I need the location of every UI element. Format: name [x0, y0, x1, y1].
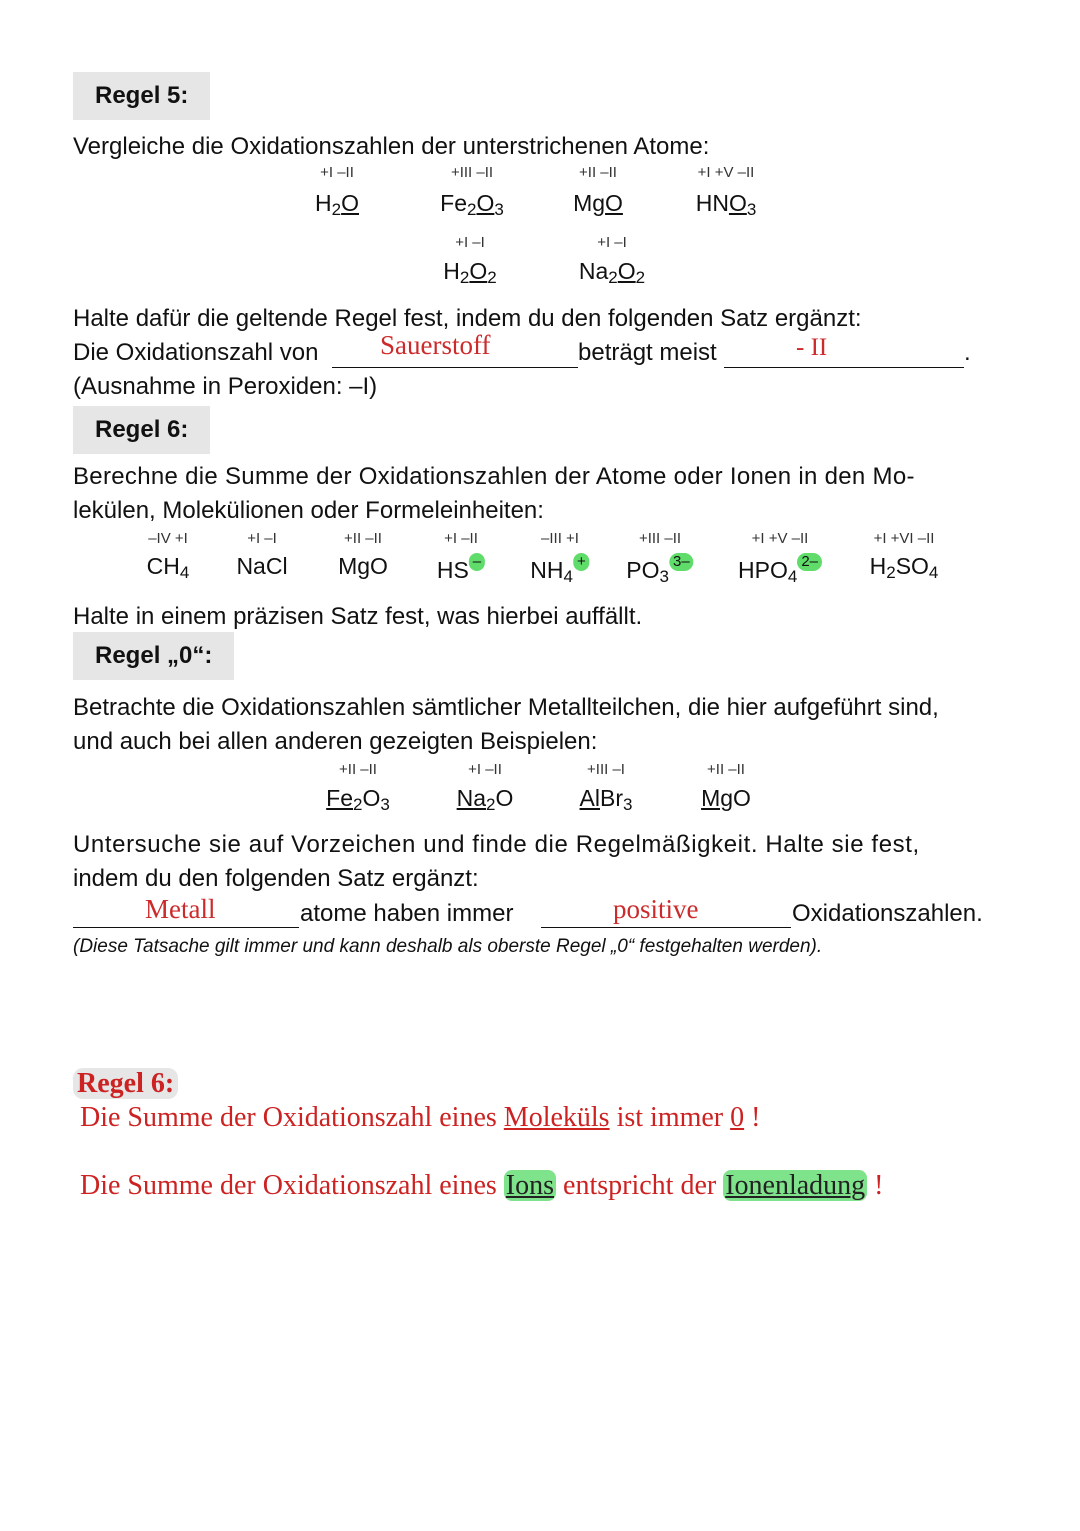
rule6-task: Halte in einem präzisen Satz fest, was hierbei auffällt.	[73, 603, 643, 630]
r5a-formula-2-underlined: O	[605, 190, 623, 216]
rule0-intro-1: Betrachte die Oxidationszahlen sämtlicher Metallteilchen, die hier aufgeführt sind,	[73, 694, 939, 721]
r5b-formula-1-post-sub: 2	[635, 268, 646, 287]
r0-formula-0-rest: O	[362, 785, 381, 811]
r6-formula-3	[437, 553, 485, 583]
r5a-formula-3	[695, 190, 757, 219]
r5b-formula-0-underlined: O	[469, 258, 488, 284]
r5b-oxnum-1: +I –I	[597, 234, 627, 251]
r0-oxnum-0: +II –II	[339, 761, 377, 778]
r0-formula-3	[701, 785, 751, 811]
r6-oxnum-3: +I –II	[444, 530, 478, 547]
rule0-blank-2[interactable]	[541, 927, 791, 928]
r5a-formula-1-underlined: O	[476, 190, 495, 216]
note-line-1-b: ist immer	[609, 1102, 731, 1133]
rule6-intro-2: lekülen, Molekülionen oder Formeleinheiten:	[73, 497, 544, 524]
r6-formula-4	[530, 553, 589, 586]
r5b-formula-0	[443, 258, 497, 287]
r5a-oxnum-0: +I –II	[320, 164, 354, 181]
rule5-answer-1: Sauerstoff	[380, 330, 491, 360]
r5a-formula-2-pre: Mg	[573, 190, 606, 216]
r5a-formula-0-pre: H	[315, 190, 332, 216]
r6-oxnum-6: +I +V –II	[751, 530, 809, 547]
r0-formula-1	[456, 785, 514, 814]
r0-oxnum-1: +I –II	[468, 761, 502, 778]
r6-formula-1	[236, 553, 287, 579]
r6-formula-4-sub: 4	[563, 567, 573, 586]
r6-formula-3-text: HS	[436, 557, 469, 583]
r5a-oxnum-3: +I +V –II	[697, 164, 755, 181]
rule0-answer-2: positive	[613, 894, 699, 924]
rule0-sentence-end: Oxidationszahlen.	[792, 900, 983, 927]
r5b-formula-1-sub: 2	[608, 268, 618, 287]
r6-formula-5-sub: 3	[659, 567, 670, 586]
r6-formula-1-text: NaCl	[236, 553, 288, 579]
r0-formula-1-metal: $Na_2$	[456, 785, 496, 814]
r6-formula-0-sub: 4	[179, 563, 190, 582]
rule0-note: (Diese Tatsache gilt immer und kann deshalb als oberste Regel „0“ festgehalten werden).	[73, 936, 823, 957]
r0-formula-2	[579, 785, 633, 814]
r5b-formula-0-pre: H	[443, 258, 460, 284]
r6-oxnum-2: +II –II	[344, 530, 382, 547]
r5a-formula-3-underlined: O	[728, 190, 747, 216]
rule0-sentence-middle: atome haben immer	[300, 900, 514, 927]
r5a-formula-1-sub: 2	[467, 200, 477, 219]
rule5-sentence-start: Die Oxidationszahl von	[73, 339, 319, 366]
r0-formula-1-metal-sub: 2	[486, 795, 496, 814]
r6-formula-7-sub2: 4	[928, 563, 939, 582]
note-word-ion-charge: Ionenladung	[725, 1170, 866, 1201]
note-line-2	[80, 1170, 884, 1202]
note-line-1	[80, 1102, 760, 1134]
r6-formula-7-text: H	[869, 553, 887, 579]
r6-formula-6-sub: 4	[787, 567, 798, 586]
r0-formula-2-rest-sub: 3	[622, 795, 633, 814]
r5a-formula-1-pre: Fe	[440, 190, 468, 216]
r5a-formula-1	[440, 190, 504, 219]
r6-formula-5-charge: 3–	[669, 553, 694, 571]
rule0-intro-2: und auch bei allen anderen gezeigten Beispielen:	[73, 728, 598, 755]
rule0-blank-1[interactable]	[73, 927, 299, 928]
note-line-2-a: Die Summe der Oxidationszahl eines	[80, 1170, 504, 1201]
note-zero: 0	[730, 1102, 745, 1133]
r6-formula-7-sub: 2	[886, 563, 896, 582]
r5b-formula-1	[578, 258, 646, 287]
r0-oxnum-3: +II –II	[707, 761, 745, 778]
r6-oxnum-5: +III –II	[638, 530, 682, 547]
r5b-formula-0-sub: 2	[459, 268, 470, 287]
r5a-formula-3-pre: HN	[695, 190, 729, 216]
rule5-exception: (Ausnahme in Peroxiden: –I)	[73, 373, 378, 400]
rule5-sentence-end: .	[964, 339, 971, 366]
r0-formula-0-metal: $Fe_2$	[326, 785, 363, 814]
r6-oxnum-7: +I +VI –II	[873, 530, 935, 547]
r0-formula-3-rest: O	[733, 785, 751, 811]
note-title-text: Regel 6:	[73, 1068, 178, 1099]
r5a-oxnum-1: +III –II	[450, 164, 494, 181]
r6-formula-6	[738, 553, 822, 586]
r6-formula-6-text: HPO	[738, 557, 788, 583]
r5b-formula-1-underlined: O	[617, 258, 636, 284]
r6-formula-6-charge: 2–	[797, 553, 822, 571]
r5a-formula-0	[315, 190, 359, 219]
r6-oxnum-4: –III +I	[541, 530, 579, 547]
r6-formula-5	[626, 553, 693, 586]
r0-formula-2-metal: Al	[579, 785, 600, 811]
r6-oxnum-0: –IV +I	[148, 530, 188, 547]
r5a-formula-0-underlined: O	[341, 190, 359, 216]
rule0-task-2: indem du den folgenden Satz ergänzt:	[73, 865, 479, 892]
r6-formula-0	[146, 553, 190, 582]
r6-formula-2	[338, 553, 388, 579]
r5a-oxnum-2: +II –II	[579, 164, 617, 181]
r5a-formula-2	[573, 190, 623, 216]
r6-formula-0-text: CH	[146, 553, 180, 579]
r5b-formula-0-post-sub: 2	[487, 268, 497, 287]
note-line-1-end: !	[744, 1102, 761, 1133]
rule5-sentence-middle: beträgt meist	[578, 339, 717, 366]
rule6-intro-1: Berechne die Summe der Oxidationszahlen der Atome oder Ionen in den Mo-	[73, 463, 915, 490]
rule0-task-1: Untersuche sie auf Vorzeichen und finde die Regelmäßigkeit. Halte sie fest,	[73, 831, 920, 858]
r6-formula-7	[869, 553, 939, 582]
r6-formula-5-text: PO	[626, 557, 660, 583]
r0-formula-2-rest: Br	[599, 785, 623, 811]
r5a-formula-1-post-sub: 3	[494, 200, 504, 219]
r0-formula-0-metal-sub: 2	[353, 795, 363, 814]
r6-oxnum-1: +I –I	[247, 530, 277, 547]
rule6-title: Regel 6:	[73, 406, 210, 454]
note-line-2-end: !	[867, 1170, 884, 1201]
r5b-oxnum-0: +I –I	[455, 234, 485, 251]
rule5-blank-2[interactable]	[724, 367, 964, 368]
r6-formula-4-charge: +	[573, 553, 590, 571]
rule5-instruction: Halte dafür die geltende Regel fest, indem du den folgenden Satz ergänzt:	[73, 305, 862, 332]
r5a-formula-3-post-sub: 3	[746, 200, 757, 219]
note-word-molecule: Moleküls	[503, 1102, 610, 1133]
r6-formula-2-text: MgO	[338, 553, 388, 579]
rule5-answer-2: - II	[796, 334, 828, 361]
r6-formula-3-charge: –	[469, 553, 485, 571]
note-line-1-a: Die Summe der Oxidationszahl eines	[80, 1102, 504, 1133]
note-word-ion: Ions	[505, 1170, 555, 1201]
r0-oxnum-2: +III –I	[587, 761, 625, 778]
rule5-blank-1[interactable]	[332, 367, 578, 368]
rule0-title: Regel „0“:	[73, 632, 234, 680]
r5b-formula-1-pre: Na	[578, 258, 609, 284]
rule0-answer-1: Metall	[145, 894, 216, 924]
rule5-intro: Vergleiche die Oxidationszahlen der unterstrichenen Atome:	[73, 133, 710, 160]
note-title	[73, 1068, 178, 1100]
r0-formula-0	[326, 785, 390, 814]
note-line-2-b: entspricht der	[556, 1170, 724, 1201]
r0-formula-1-rest: O	[495, 785, 514, 811]
r6-formula-7-text2: SO	[895, 553, 929, 579]
r0-formula-0-rest-sub: 3	[380, 795, 390, 814]
rule5-title: Regel 5:	[73, 72, 210, 120]
r6-formula-4-text: NH	[530, 557, 564, 583]
r5a-formula-0-sub: 2	[331, 200, 342, 219]
r0-formula-3-metal: Mg	[701, 785, 734, 811]
